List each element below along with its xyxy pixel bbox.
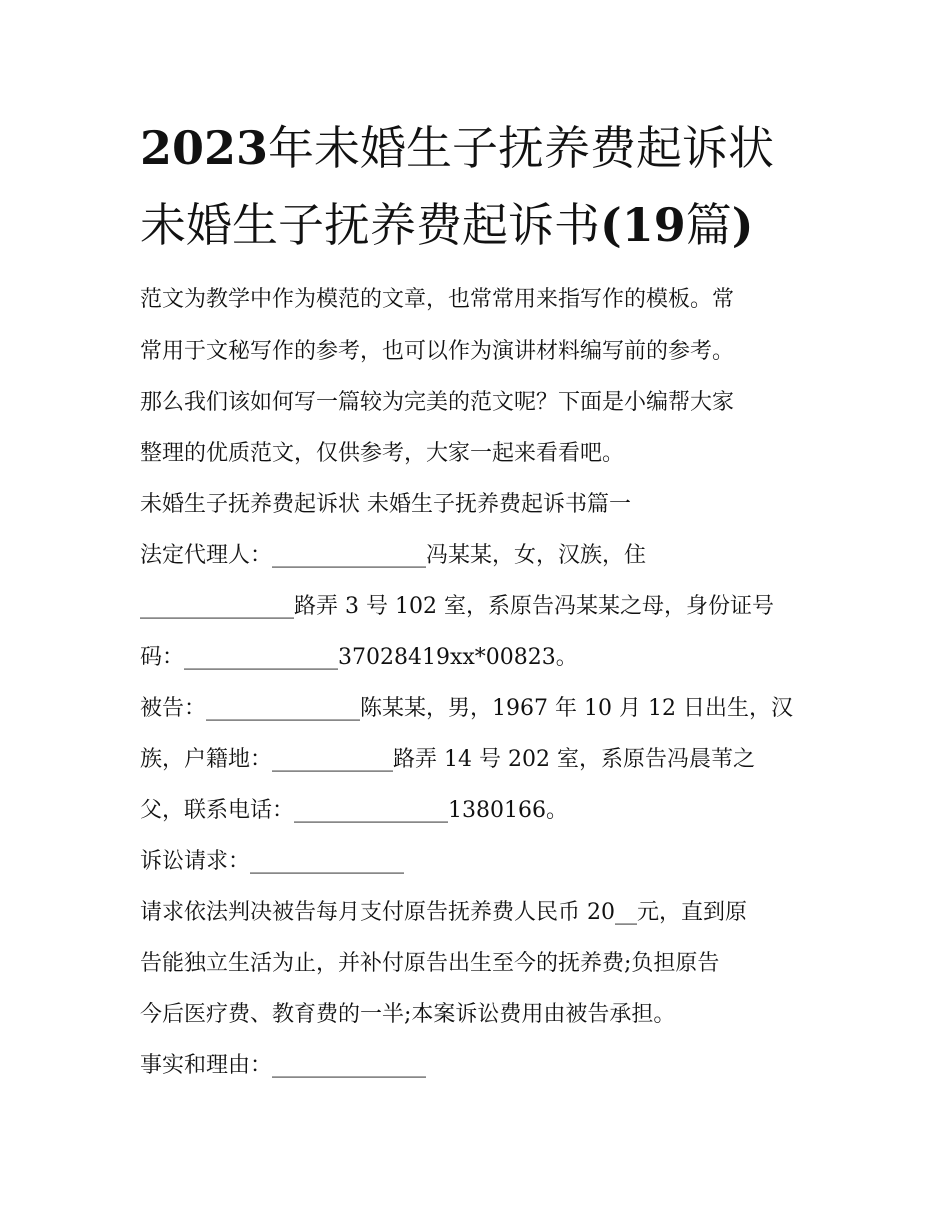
body-line: 告能独立生活为止，并补付原告出生至今的抚养费;负担原告 (140, 951, 720, 976)
title-line-1 (140, 118, 840, 178)
body-line: 事实和理由：______________ (140, 1053, 427, 1078)
body-line: 码：______________37028419xx*00823。 (140, 645, 578, 670)
body-line: 常用于文秘写作的参考，也可以作为演讲材料编写前的参考。 (140, 339, 735, 364)
title-line-2-text: 未婚生子抚养费起诉书 (140, 198, 600, 252)
title-close-paren: ) (731, 198, 754, 252)
body-line: 那么我们该如何写一篇较为完美的范文呢？下面是小编帮大家 (140, 390, 735, 415)
title-count: (19 (600, 198, 686, 252)
body-line: 请求依法判决被告每月支付原告抚养费人民币 20__元，直到原 (140, 900, 747, 925)
title-line-1-text: 年未婚生子抚养费起诉状 (268, 121, 775, 175)
body-line: 族，户籍地：___________路弄 14 号 202 室，系原告冯晨苇之 (140, 747, 755, 772)
section-heading: 未婚生子抚养费起诉状 未婚生子抚养费起诉书篇一 (140, 492, 631, 517)
body-line: ______________路弄 3 号 102 室，系原告冯某某之母，身份证号 (140, 594, 774, 619)
body-line: 父，联系电话：______________1380166。 (140, 798, 568, 823)
title-line-2 (140, 195, 840, 255)
body-line: 诉讼请求：______________ (140, 849, 405, 874)
title-year: 2023 (140, 121, 269, 175)
body-line: 范文为教学中作为模范的文章，也常常用来指写作的模板。常 (140, 287, 735, 312)
body-line: 被告：______________陈某某，男，1967 年 10 月 12 日出生，汉 (140, 696, 793, 721)
body-line: 法定代理人：______________冯某某，女，汉族，住 (140, 543, 647, 568)
body-line: 整理的优质范文，仅供参考，大家一起来看看吧。 (140, 441, 625, 466)
title-count-unit: 篇 (685, 198, 732, 252)
body-line: 今后医疗费、教育费的一半;本案诉讼费用由被告承担。 (140, 1002, 676, 1027)
